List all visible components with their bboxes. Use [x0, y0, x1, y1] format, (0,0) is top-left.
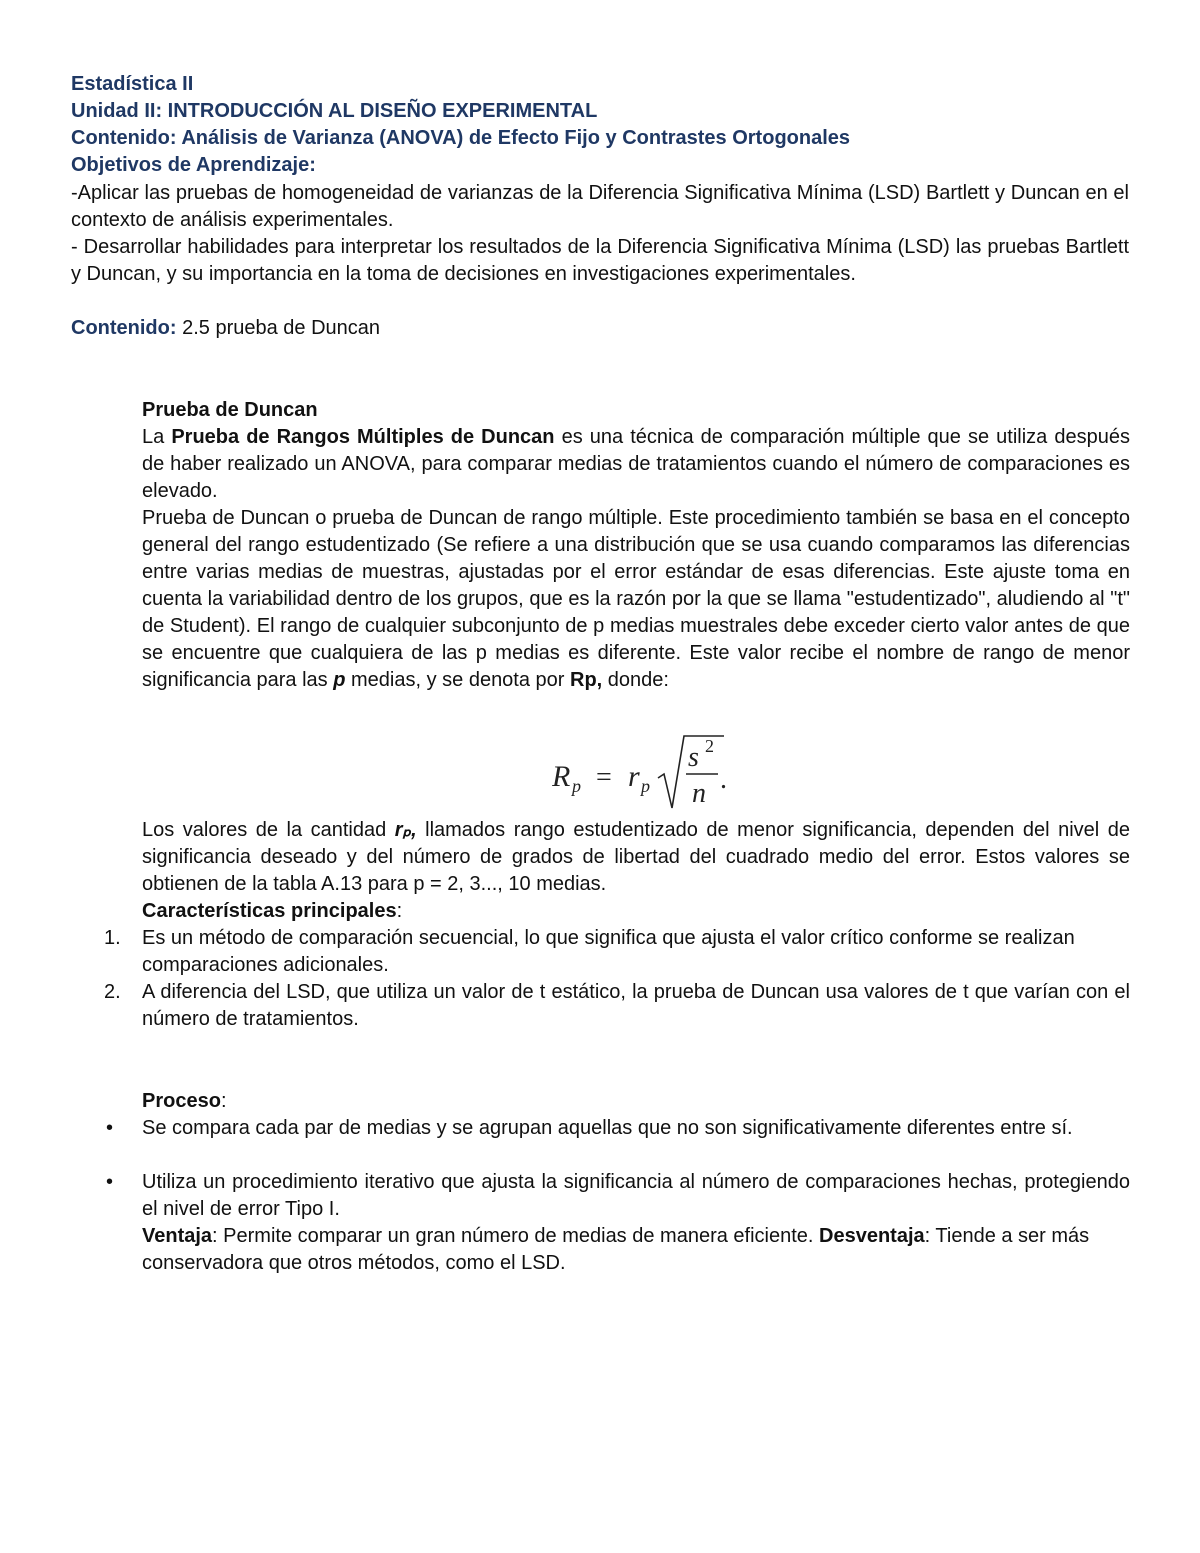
paragraph-values — [142, 817, 1130, 898]
section-title — [142, 397, 1130, 424]
objectives-title: Objetivos de Aprendizaje: — [71, 154, 316, 176]
formula-dot: . — [720, 764, 727, 795]
list-item-text: Utiliza un procedimiento iterativo que ajusta la significancia al número de comparaciones hechas, protegiendo el nivel de error Tipo I. — [142, 1171, 1130, 1220]
bullet: • — [106, 1171, 114, 1193]
content-value: 2.5 prueba de Duncan — [176, 317, 381, 339]
process-colon: : — [220, 1090, 227, 1112]
content-title: Contenido: Análisis de Varianza (ANOVA) de Efecto Fijo y Contrastes Ortogonales — [71, 127, 851, 149]
list-item-text: Se compara cada par de medias y se agrupan aquellas que no son significativamente diferentes entre sí. — [142, 1117, 1073, 1139]
list-number: 2. — [104, 981, 121, 1003]
p3-text-a: Los valores de la cantidad — [142, 819, 395, 841]
formula-r-sub: p — [641, 776, 650, 796]
disadvantage-text: : Tiende a ser más conservadora que otros métodos, como el LSD. — [142, 1225, 1090, 1274]
p1-text-a: La — [142, 426, 172, 448]
objective-1: -Aplicar las pruebas de homogeneidad de varianzas de la Diferencia Significativa Mínima (LSD) Bartlett y Duncan en el contexto de análisis experimentales. — [71, 182, 1129, 231]
features-colon: : — [396, 900, 403, 922]
features-heading — [142, 898, 1130, 925]
paragraph-intro — [142, 424, 1130, 505]
formula-lhs: R — [552, 760, 571, 793]
formula-equals: = — [596, 762, 612, 793]
p3-rp-symbol: rₚ, — [394, 819, 417, 841]
advantage-paragraph — [142, 1223, 1130, 1277]
p1-text-b: es una técnica de comparación múltiple que se utiliza después de haber realizado un ANOVA, para comparar medias de tratamientos cuando el número de comparaciones es elevado. — [142, 426, 1130, 502]
list-item-text: A diferencia del LSD, que utiliza un valor de t estático, la prueba de Duncan usa valores de t que varían con el número de tratamientos. — [142, 981, 1130, 1030]
process-heading — [142, 1088, 1130, 1115]
features-title: Características principales — [142, 900, 397, 922]
formula-lhs-sub: p — [572, 776, 581, 796]
process-title: Proceso — [142, 1090, 221, 1112]
disadvantage-label: Desventaja — [819, 1225, 925, 1247]
objective-2: - Desarrollar habilidades para interpretar los resultados de la Diferencia Significativa Mínima (LSD) las pruebas Bartlett y Duncan, y su importancia en la toma de decisiones en investigaciones experimentales. — [71, 236, 1129, 285]
content-label: Contenido: — [71, 317, 177, 339]
p2-p-symbol: p — [333, 669, 346, 691]
unit-title: Unidad II: INTRODUCCIÓN AL DISEÑO EXPERIMENTAL — [71, 100, 598, 122]
paragraph-definition — [142, 505, 1130, 694]
formula-r: r — [628, 760, 640, 793]
p2-text-a: Prueba de Duncan o prueba de Duncan de rango múltiple. Este procedimiento también se basa en el concepto general del rango estudentizado (Se refiere a una distribución que se usa cuando comparamos las diferencias entre varias medias de muestras, ajustadas por el error estándar de esas diferencias. Este ajuste toma en cuenta la variabilidad dentro de los grupos, que es la razón por la que se llama "estudentizado", aludiendo al "t" de Student). El rango de cualquier subconjunto de p medias muestrales debe exceder cierto valor antes de que se encuentre que cualquiera de las p medias es diferente. Este valor recibe el nombre de rango de menor significancia para las — [142, 507, 1130, 691]
formula-numerator: s — [688, 742, 699, 773]
p2-text-b: medias, y se denota por — [345, 669, 571, 691]
course-title: Estadística II — [71, 73, 194, 95]
p2-rp-symbol: Rp, — [570, 669, 603, 691]
p2-text-c: donde: — [602, 669, 669, 691]
p3-text-b: llamados rango estudentizado de menor significancia, dependen del nivel de significancia deseado y del número de grados de libertad del cuadrado medio del error. Estos valores se obtienen de la tabla A.13 para p = 2, 3..., 10 medias. — [142, 819, 1130, 895]
bullet: • — [106, 1117, 114, 1139]
formula-numerator-sup: 2 — [705, 736, 714, 756]
p1-bold: Prueba de Rangos Múltiples de Duncan — [171, 426, 555, 448]
content-line — [71, 315, 1129, 342]
advantage-label: Ventaja — [142, 1225, 213, 1247]
section-title-text: Prueba de Duncan — [142, 399, 318, 421]
formula-denominator: n — [692, 778, 706, 809]
list-item-text: Es un método de comparación secuencial, lo que significa que ajusta el valor crítico conforme se realizan comparaciones adicionales. — [142, 927, 1075, 976]
list-number: 1. — [104, 927, 121, 949]
advantage-text: : Permite comparar un gran número de medias de manera eficiente. — [212, 1225, 820, 1247]
rp-formula — [552, 732, 752, 812]
